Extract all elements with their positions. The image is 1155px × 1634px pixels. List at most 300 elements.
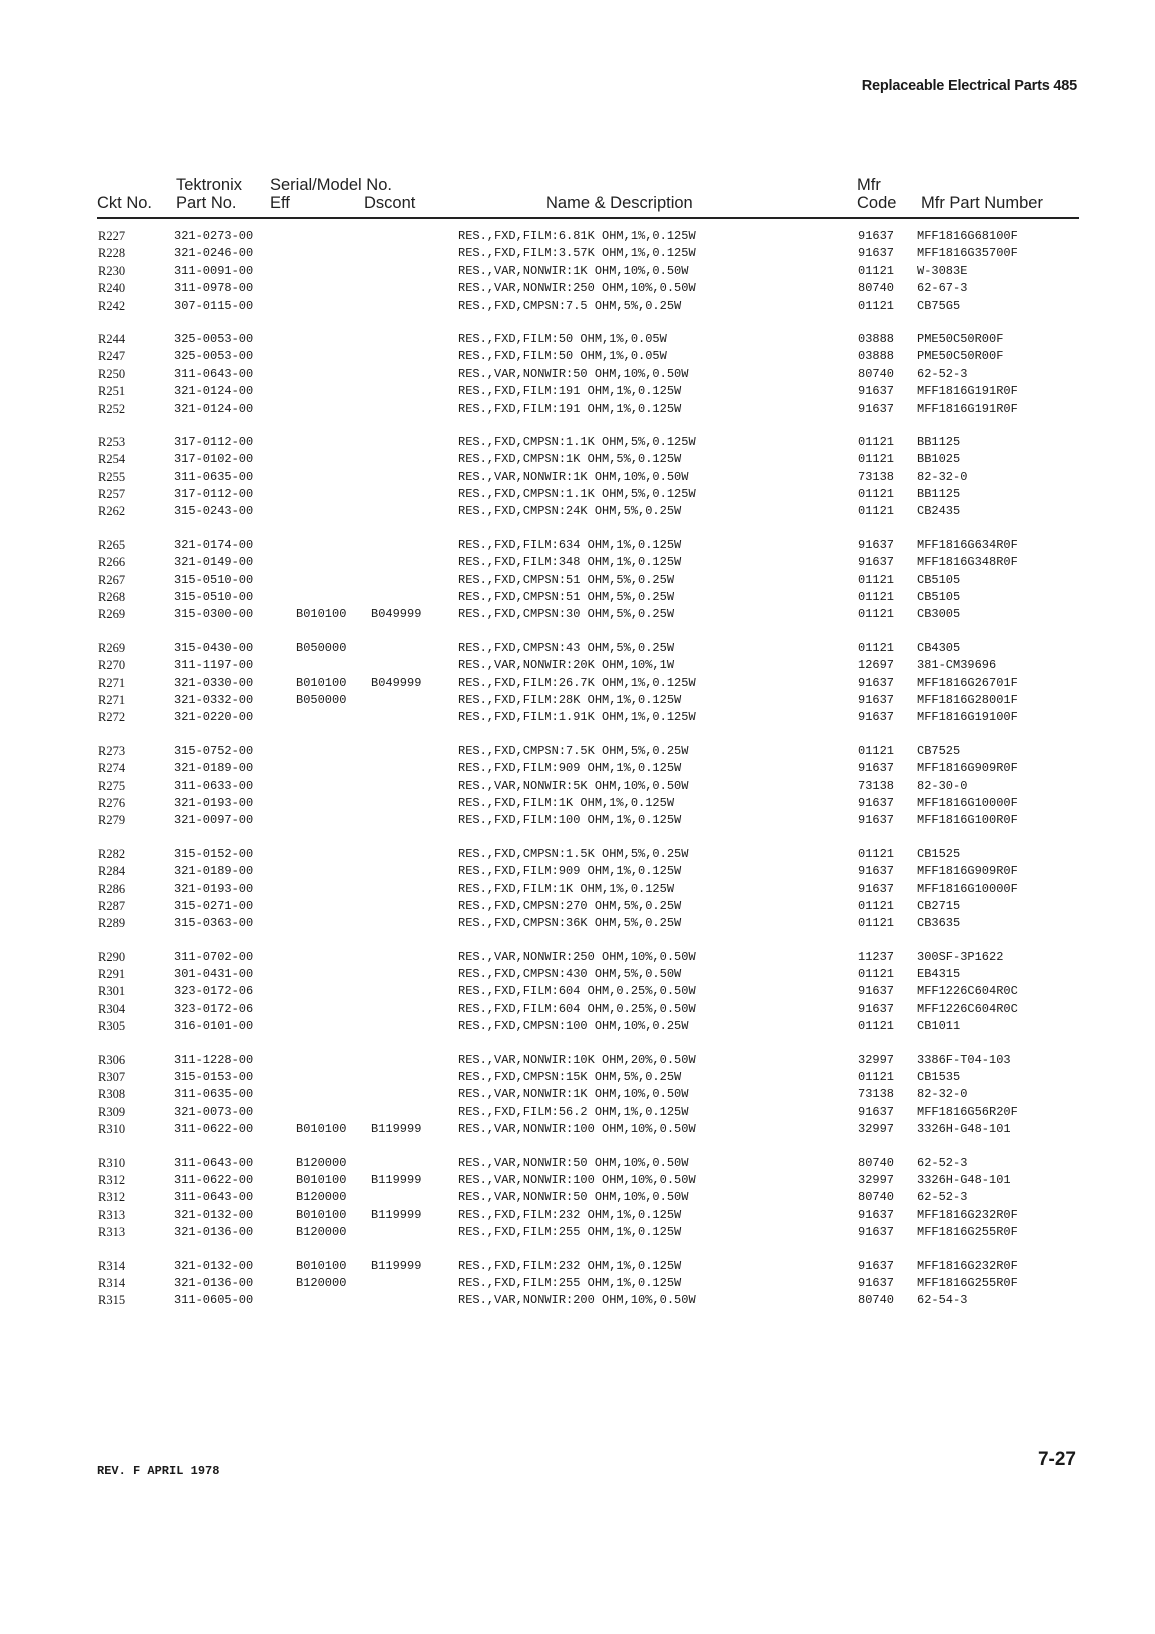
cell-mfr-part-number: MFF1816G28001F	[917, 692, 1018, 707]
cell-mfr-code: 91637	[858, 401, 895, 416]
cell-ckt-no: R267	[98, 572, 126, 587]
cell-description: RES.,VAR,NONWIR:10K OHM,20%,0.50W	[458, 1052, 696, 1067]
cell-description: RES.,FXD,CMPSN:51 OHM,5%,0.25W	[458, 572, 675, 587]
cell-description: RES.,VAR,NONWIR:50 OHM,10%,0.50W	[458, 1190, 689, 1205]
footer-revision: REV. F APRIL 1978	[97, 1464, 220, 1478]
column-header-part-no: Part No.	[176, 194, 237, 212]
cell-mfr-code: 80740	[858, 1190, 895, 1205]
cell-description: RES.,FXD,CMPSN:1.1K OHM,5%,0.125W	[458, 487, 696, 502]
cell-part-no: 311-0622-00	[174, 1122, 254, 1137]
cell-description: RES.,FXD,FILM:255 OHM,1%,0.125W	[458, 1225, 682, 1240]
cell-description: RES.,VAR,NONWIR:100 OHM,10%,0.50W	[458, 1172, 696, 1187]
table-row	[0, 1052, 1155, 1069]
cell-ckt-no: R227	[98, 229, 126, 243]
cell-description: RES.,FXD,FILM:604 OHM,0.25%,0.50W	[458, 1001, 696, 1016]
table-row	[0, 331, 1155, 348]
cell-part-no: 311-0978-00	[174, 281, 254, 296]
table-row	[0, 348, 1155, 365]
cell-mfr-code: 01121	[858, 846, 895, 861]
cell-part-no: 316-0101-00	[174, 1019, 254, 1034]
cell-mfr-part-number: CB2715	[917, 898, 961, 913]
cell-part-no: 311-0091-00	[174, 263, 254, 278]
cell-description: RES.,FXD,FILM:909 OHM,1%,0.125W	[458, 761, 682, 776]
cell-description: RES.,FXD,CMPSN:1.1K OHM,5%,0.125W	[458, 434, 696, 449]
column-header-ckt-no: Ckt No.	[97, 194, 153, 212]
table-row	[0, 263, 1155, 280]
cell-serial-eff: B010100	[296, 1172, 347, 1187]
cell-serial-dscont: B119999	[371, 1122, 422, 1137]
cell-ckt-no: R286	[98, 881, 126, 896]
cell-mfr-part-number: MFF1816G634R0F	[917, 537, 1018, 552]
cell-ckt-no: R251	[98, 384, 126, 399]
cell-mfr-part-number: CB4305	[917, 640, 961, 655]
cell-mfr-part-number: CB5105	[917, 572, 961, 587]
cell-mfr-part-number: 82-30-0	[917, 778, 968, 793]
cell-part-no: 321-0174-00	[174, 537, 254, 552]
cell-ckt-no: R307	[98, 1070, 126, 1085]
cell-description: RES.,FXD,CMPSN:430 OHM,5%,0.50W	[458, 967, 682, 982]
column-header-code: Code	[857, 194, 897, 212]
cell-mfr-code: 91637	[858, 864, 895, 879]
cell-part-no: 311-0702-00	[174, 949, 254, 964]
cell-description: RES.,VAR,NONWIR:1K OHM,10%,0.50W	[458, 263, 689, 278]
table-row	[0, 983, 1155, 1000]
cell-mfr-part-number: 62-52-3	[917, 1190, 968, 1205]
cell-mfr-code: 01121	[858, 263, 895, 278]
cell-description: RES.,FXD,CMPSN:1.5K OHM,5%,0.25W	[458, 846, 689, 861]
cell-mfr-part-number: PME50C50R00F	[917, 331, 1004, 346]
cell-ckt-no: R273	[98, 743, 126, 758]
cell-mfr-code: 91637	[858, 1275, 895, 1290]
cell-mfr-code: 32997	[858, 1172, 895, 1187]
cell-mfr-code: 01121	[858, 1019, 895, 1034]
table-row	[0, 298, 1155, 315]
cell-ckt-no: R242	[98, 298, 126, 313]
cell-description: RES.,FXD,FILM:191 OHM,1%,0.125W	[458, 401, 682, 416]
cell-serial-dscont: B119999	[371, 1172, 422, 1187]
cell-ckt-no: R230	[98, 263, 126, 278]
cell-description: RES.,FXD,FILM:50 OHM,1%,0.05W	[458, 349, 667, 364]
table-row	[0, 1258, 1155, 1275]
cell-mfr-code: 80740	[858, 366, 895, 381]
cell-part-no: 321-0073-00	[174, 1104, 254, 1119]
cell-mfr-code: 01121	[858, 743, 895, 758]
cell-part-no: 325-0053-00	[174, 349, 254, 364]
cell-ckt-no: R240	[98, 281, 126, 296]
cell-ckt-no: R254	[98, 452, 126, 467]
cell-mfr-part-number: CB1535	[917, 1070, 961, 1085]
table-row	[0, 812, 1155, 829]
cell-mfr-part-number: 3326H-G48-101	[917, 1172, 1011, 1187]
cell-mfr-part-number: MFF1816G19100F	[917, 710, 1018, 725]
cell-mfr-code: 01121	[858, 504, 895, 519]
header-rule	[97, 217, 1079, 219]
cell-ckt-no: R282	[98, 846, 126, 861]
cell-mfr-code: 91637	[858, 675, 895, 690]
cell-description: RES.,FXD,FILM:6.81K OHM,1%,0.125W	[458, 229, 696, 243]
cell-mfr-code: 01121	[858, 640, 895, 655]
cell-part-no: 321-0193-00	[174, 795, 254, 810]
cell-description: RES.,VAR,NONWIR:5K OHM,10%,0.50W	[458, 778, 689, 793]
cell-description: RES.,FXD,CMPSN:15K OHM,5%,0.25W	[458, 1070, 682, 1085]
cell-description: RES.,FXD,FILM:348 OHM,1%,0.125W	[458, 555, 682, 570]
table-row	[0, 554, 1155, 571]
cell-ckt-no: R301	[98, 984, 126, 999]
cell-description: RES.,FXD,FILM:50 OHM,1%,0.05W	[458, 331, 667, 346]
cell-mfr-part-number: 62-54-3	[917, 1293, 968, 1308]
cell-description: RES.,FXD,FILM:634 OHM,1%,0.125W	[458, 537, 682, 552]
table-row	[0, 692, 1155, 709]
cell-serial-eff: B010100	[296, 1258, 347, 1273]
cell-ckt-no: R268	[98, 590, 126, 605]
cell-ckt-no: R313	[98, 1225, 126, 1240]
cell-part-no: 321-0149-00	[174, 555, 254, 570]
table-row	[0, 949, 1155, 966]
table-row	[0, 451, 1155, 468]
footer-page-number: 7-27	[1037, 1449, 1076, 1470]
table-row	[0, 228, 1155, 245]
table-row	[0, 503, 1155, 520]
cell-ckt-no: R252	[98, 401, 126, 416]
cell-part-no: 311-0633-00	[174, 778, 254, 793]
cell-description: RES.,FXD,CMPSN:7.5K OHM,5%,0.25W	[458, 743, 689, 758]
cell-serial-dscont: B119999	[371, 1207, 422, 1222]
table-row	[0, 606, 1155, 623]
cell-part-no: 315-0271-00	[174, 898, 254, 913]
cell-mfr-code: 32997	[858, 1122, 895, 1137]
table-row	[0, 1207, 1155, 1224]
cell-mfr-code: 01121	[858, 572, 895, 587]
cell-ckt-no: R244	[98, 331, 126, 346]
cell-part-no: 315-0363-00	[174, 916, 254, 931]
cell-mfr-code: 01121	[858, 1070, 895, 1085]
cell-description: RES.,FXD,FILM:232 OHM,1%,0.125W	[458, 1258, 682, 1273]
cell-mfr-code: 80740	[858, 1293, 895, 1308]
cell-description: RES.,FXD,FILM:909 OHM,1%,0.125W	[458, 864, 682, 879]
cell-mfr-code: 01121	[858, 298, 895, 313]
table-row	[0, 1069, 1155, 1086]
cell-mfr-part-number: CB7525	[917, 743, 961, 758]
table-row	[0, 1104, 1155, 1121]
cell-serial-eff: B120000	[296, 1225, 347, 1240]
cell-ckt-no: R291	[98, 967, 126, 982]
cell-serial-dscont: B049999	[371, 607, 422, 622]
cell-ckt-no: R305	[98, 1019, 126, 1034]
cell-mfr-part-number: 3326H-G48-101	[917, 1122, 1011, 1137]
cell-part-no: 321-0136-00	[174, 1225, 254, 1240]
cell-mfr-part-number: 62-52-3	[917, 366, 968, 381]
cell-serial-dscont: B049999	[371, 675, 422, 690]
table-row	[0, 1086, 1155, 1103]
table-row	[0, 915, 1155, 932]
table-row	[0, 434, 1155, 451]
cell-description: RES.,VAR,NONWIR:250 OHM,10%,0.50W	[458, 281, 696, 296]
column-header-serial-model: Serial/Model No.	[270, 176, 392, 194]
cell-mfr-code: 91637	[858, 537, 895, 552]
cell-ckt-no: R247	[98, 349, 126, 364]
cell-part-no: 311-1197-00	[174, 658, 254, 673]
cell-mfr-code: 91637	[858, 710, 895, 725]
cell-serial-eff: B120000	[296, 1190, 347, 1205]
table-row	[0, 537, 1155, 554]
cell-ckt-no: R271	[98, 675, 126, 690]
cell-mfr-code: 01121	[858, 898, 895, 913]
cell-description: RES.,FXD,CMPSN:36K OHM,5%,0.25W	[458, 916, 682, 931]
cell-part-no: 317-0112-00	[174, 487, 254, 502]
table-row	[0, 743, 1155, 760]
cell-mfr-code: 91637	[858, 881, 895, 896]
cell-mfr-code: 91637	[858, 813, 895, 828]
cell-ckt-no: R309	[98, 1104, 126, 1119]
cell-mfr-code: 91637	[858, 1225, 895, 1240]
cell-part-no: 321-0193-00	[174, 881, 254, 896]
cell-ckt-no: R310	[98, 1155, 126, 1170]
cell-part-no: 317-0102-00	[174, 452, 254, 467]
cell-mfr-code: 73138	[858, 778, 895, 793]
cell-ckt-no: R308	[98, 1087, 126, 1102]
table-row	[0, 778, 1155, 795]
table-row	[0, 1292, 1155, 1309]
parts-table	[0, 228, 1155, 1310]
cell-mfr-code: 91637	[858, 984, 895, 999]
cell-description: RES.,FXD,FILM:28K OHM,1%,0.125W	[458, 692, 682, 707]
cell-mfr-part-number: MFF1816G909R0F	[917, 761, 1018, 776]
cell-description: RES.,FXD,FILM:26.7K OHM,1%,0.125W	[458, 675, 696, 690]
cell-mfr-code: 91637	[858, 761, 895, 776]
cell-part-no: 315-0152-00	[174, 846, 254, 861]
cell-part-no: 321-0132-00	[174, 1258, 254, 1273]
cell-serial-eff: B010100	[296, 1207, 347, 1222]
cell-ckt-no: R276	[98, 795, 126, 810]
cell-ckt-no: R275	[98, 778, 126, 793]
cell-mfr-part-number: CB2435	[917, 504, 961, 519]
cell-part-no: 321-0136-00	[174, 1275, 254, 1290]
cell-description: RES.,FXD,FILM:255 OHM,1%,0.125W	[458, 1275, 682, 1290]
cell-mfr-part-number: 62-52-3	[917, 1155, 968, 1170]
cell-mfr-code: 91637	[858, 555, 895, 570]
cell-part-no: 321-0246-00	[174, 246, 254, 261]
cell-description: RES.,FXD,CMPSN:7.5 OHM,5%,0.25W	[458, 298, 682, 313]
cell-mfr-part-number: 82-32-0	[917, 1087, 968, 1102]
cell-mfr-code: 01121	[858, 452, 895, 467]
cell-ckt-no: R310	[98, 1122, 126, 1137]
table-row	[0, 760, 1155, 777]
table-row	[0, 1001, 1155, 1018]
cell-serial-eff: B050000	[296, 692, 347, 707]
cell-description: RES.,VAR,NONWIR:1K OHM,10%,0.50W	[458, 469, 689, 484]
cell-mfr-code: 32997	[858, 1052, 895, 1067]
cell-part-no: 311-0622-00	[174, 1172, 254, 1187]
table-row	[0, 366, 1155, 383]
cell-ckt-no: R250	[98, 366, 126, 381]
cell-mfr-part-number: CB75G5	[917, 298, 961, 313]
cell-mfr-part-number: MFF1816G100R0F	[917, 813, 1018, 828]
cell-mfr-part-number: MFF1226C604R0C	[917, 984, 1018, 999]
cell-ckt-no: R279	[98, 813, 126, 828]
cell-mfr-code: 03888	[858, 331, 895, 346]
cell-mfr-code: 91637	[858, 246, 895, 261]
table-row	[0, 675, 1155, 692]
cell-ckt-no: R262	[98, 504, 126, 519]
cell-part-no: 321-0132-00	[174, 1207, 254, 1222]
cell-serial-eff: B010100	[296, 1122, 347, 1137]
cell-mfr-part-number: CB1011	[917, 1019, 961, 1034]
cell-description: RES.,VAR,NONWIR:1K OHM,10%,0.50W	[458, 1087, 689, 1102]
column-header-dscont: Dscont	[364, 194, 416, 212]
cell-mfr-part-number: 381-CM39696	[917, 658, 997, 673]
cell-mfr-code: 01121	[858, 434, 895, 449]
cell-mfr-code: 01121	[858, 487, 895, 502]
cell-mfr-code: 91637	[858, 1001, 895, 1016]
cell-part-no: 311-0643-00	[174, 1155, 254, 1170]
cell-ckt-no: R304	[98, 1001, 126, 1016]
table-row	[0, 383, 1155, 400]
table-row	[0, 640, 1155, 657]
cell-part-no: 311-0635-00	[174, 1087, 254, 1102]
cell-mfr-code: 01121	[858, 967, 895, 982]
cell-part-no: 325-0053-00	[174, 331, 254, 346]
cell-ckt-no: R284	[98, 864, 126, 879]
cell-description: RES.,FXD,FILM:1K OHM,1%,0.125W	[458, 795, 675, 810]
cell-mfr-part-number: BB1025	[917, 452, 961, 467]
cell-mfr-code: 01121	[858, 916, 895, 931]
cell-mfr-part-number: MFF1816G191R0F	[917, 384, 1018, 399]
cell-part-no: 323-0172-06	[174, 1001, 254, 1016]
table-row	[0, 1275, 1155, 1292]
cell-ckt-no: R312	[98, 1172, 126, 1187]
cell-mfr-part-number: MFF1816G10000F	[917, 881, 1018, 896]
cell-part-no: 315-0752-00	[174, 743, 254, 758]
table-row	[0, 245, 1155, 262]
table-row	[0, 846, 1155, 863]
cell-mfr-code: 12697	[858, 658, 895, 673]
cell-ckt-no: R314	[98, 1258, 126, 1273]
cell-part-no: 307-0115-00	[174, 298, 254, 313]
cell-serial-eff: B010100	[296, 607, 347, 622]
cell-mfr-part-number: CB5105	[917, 590, 961, 605]
cell-mfr-part-number: CB3005	[917, 607, 961, 622]
cell-part-no: 321-0124-00	[174, 401, 254, 416]
cell-ckt-no: R289	[98, 916, 126, 931]
cell-description: RES.,FXD,FILM:100 OHM,1%,0.125W	[458, 813, 682, 828]
cell-mfr-part-number: PME50C50R00F	[917, 349, 1004, 364]
cell-mfr-code: 11237	[858, 949, 895, 964]
cell-part-no: 315-0243-00	[174, 504, 254, 519]
cell-mfr-part-number: CB1525	[917, 846, 961, 861]
cell-part-no: 321-0330-00	[174, 675, 254, 690]
table-row	[0, 1155, 1155, 1172]
table-row	[0, 795, 1155, 812]
table-row	[0, 469, 1155, 486]
cell-mfr-code: 03888	[858, 349, 895, 364]
cell-part-no: 321-0332-00	[174, 692, 254, 707]
cell-mfr-code: 01121	[858, 590, 895, 605]
cell-part-no: 321-0189-00	[174, 761, 254, 776]
cell-description: RES.,FXD,CMPSN:51 OHM,5%,0.25W	[458, 590, 675, 605]
cell-mfr-part-number: 62-67-3	[917, 281, 968, 296]
column-header-eff: Eff	[270, 194, 290, 212]
table-row	[0, 1224, 1155, 1241]
cell-ckt-no: R312	[98, 1190, 126, 1205]
cell-part-no: 321-0097-00	[174, 813, 254, 828]
table-row	[0, 572, 1155, 589]
cell-serial-eff: B120000	[296, 1275, 347, 1290]
cell-part-no: 311-0635-00	[174, 469, 254, 484]
cell-ckt-no: R269	[98, 640, 126, 655]
cell-mfr-code: 91637	[858, 1258, 895, 1273]
cell-ckt-no: R315	[98, 1293, 126, 1308]
cell-ckt-no: R272	[98, 710, 126, 725]
table-row	[0, 486, 1155, 503]
cell-mfr-part-number: MFF1816G255R0F	[917, 1275, 1018, 1290]
table-row	[0, 1189, 1155, 1206]
cell-part-no: 317-0112-00	[174, 434, 254, 449]
cell-description: RES.,VAR,NONWIR:100 OHM,10%,0.50W	[458, 1122, 696, 1137]
cell-mfr-part-number: MFF1816G255R0F	[917, 1225, 1018, 1240]
cell-mfr-code: 91637	[858, 1207, 895, 1222]
cell-ckt-no: R269	[98, 607, 126, 622]
table-row	[0, 1172, 1155, 1189]
cell-description: RES.,FXD,FILM:604 OHM,0.25%,0.50W	[458, 984, 696, 999]
cell-ckt-no: R313	[98, 1207, 126, 1222]
cell-part-no: 315-0510-00	[174, 590, 254, 605]
table-row	[0, 1018, 1155, 1035]
cell-mfr-code: 73138	[858, 469, 895, 484]
cell-description: RES.,FXD,FILM:1.91K OHM,1%,0.125W	[458, 710, 696, 725]
cell-part-no: 323-0172-06	[174, 984, 254, 999]
cell-part-no: 321-0189-00	[174, 864, 254, 879]
cell-ckt-no: R253	[98, 434, 126, 449]
cell-ckt-no: R290	[98, 949, 126, 964]
cell-mfr-part-number: EB4315	[917, 967, 961, 982]
cell-ckt-no: R274	[98, 761, 126, 776]
cell-ckt-no: R228	[98, 246, 126, 261]
cell-part-no: 315-0300-00	[174, 607, 254, 622]
cell-description: RES.,FXD,CMPSN:24K OHM,5%,0.25W	[458, 504, 682, 519]
cell-mfr-code: 91637	[858, 384, 895, 399]
cell-mfr-part-number: MFF1816G68100F	[917, 229, 1018, 243]
cell-serial-eff: B120000	[296, 1155, 347, 1170]
cell-description: RES.,VAR,NONWIR:50 OHM,10%,0.50W	[458, 1155, 689, 1170]
cell-ckt-no: R257	[98, 487, 126, 502]
table-row	[0, 657, 1155, 674]
cell-serial-eff: B010100	[296, 675, 347, 690]
cell-mfr-part-number: CB3635	[917, 916, 961, 931]
cell-description: RES.,FXD,FILM:1K OHM,1%,0.125W	[458, 881, 675, 896]
cell-part-no: 311-1228-00	[174, 1052, 254, 1067]
cell-description: RES.,FXD,CMPSN:43 OHM,5%,0.25W	[458, 640, 675, 655]
cell-mfr-code: 01121	[858, 607, 895, 622]
cell-part-no: 321-0220-00	[174, 710, 254, 725]
cell-ckt-no: R314	[98, 1275, 126, 1290]
cell-description: RES.,FXD,CMPSN:30 OHM,5%,0.25W	[458, 607, 675, 622]
cell-part-no: 315-0510-00	[174, 572, 254, 587]
cell-description: RES.,VAR,NONWIR:250 OHM,10%,0.50W	[458, 949, 696, 964]
cell-description: RES.,FXD,FILM:3.57K OHM,1%,0.125W	[458, 246, 696, 261]
cell-description: RES.,FXD,FILM:56.2 OHM,1%,0.125W	[458, 1104, 689, 1119]
cell-serial-dscont: B119999	[371, 1258, 422, 1273]
cell-part-no: 321-0124-00	[174, 384, 254, 399]
table-row	[0, 1121, 1155, 1138]
cell-mfr-part-number: BB1125	[917, 434, 961, 449]
cell-mfr-part-number: MFF1816G191R0F	[917, 401, 1018, 416]
table-row	[0, 280, 1155, 297]
cell-part-no: 315-0430-00	[174, 640, 254, 655]
cell-mfr-part-number: MFF1816G10000F	[917, 795, 1018, 810]
cell-mfr-code: 91637	[858, 229, 895, 243]
cell-mfr-code: 80740	[858, 281, 895, 296]
cell-part-no: 311-0643-00	[174, 366, 254, 381]
